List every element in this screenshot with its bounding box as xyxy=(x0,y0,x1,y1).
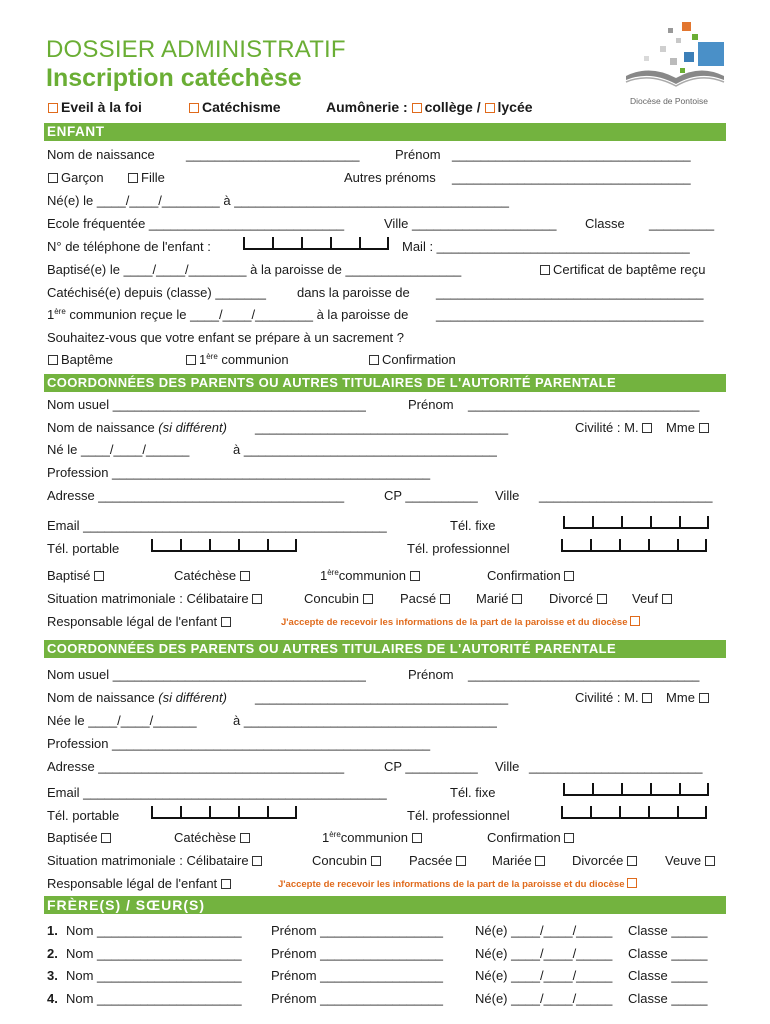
checkbox-icon[interactable] xyxy=(48,103,58,113)
field-naissance[interactable]: Né(e) le ____/____/________ à ______________________________________ xyxy=(47,193,509,208)
field-prenom[interactable]: ________________________________ xyxy=(468,397,700,412)
field-naissance[interactable]: Né(e) ____/____/_____ xyxy=(475,946,613,961)
field-tel-enfant[interactable] xyxy=(243,239,389,250)
option-aumonerie: Aumônerie : collège / lycée xyxy=(326,99,533,115)
checkbox-icon[interactable] xyxy=(240,571,250,581)
label-prenom: Prénom xyxy=(395,147,441,162)
field-cp[interactable]: CP __________ xyxy=(384,488,478,503)
option-bapteme[interactable]: Baptême xyxy=(48,352,113,367)
checkbox-icon[interactable] xyxy=(630,616,640,626)
civilite[interactable]: Civilité : M. Mme xyxy=(575,420,712,435)
field-profession[interactable]: Profession ____________________________________________ xyxy=(47,465,431,480)
label-ville: Ville xyxy=(495,488,520,503)
field-classe[interactable]: Classe _____ xyxy=(628,946,708,961)
checkbox-icon[interactable] xyxy=(252,594,262,604)
checkbox-icon[interactable] xyxy=(705,856,715,866)
field-prenom[interactable]: Prénom _________________ xyxy=(271,968,444,983)
label-tel-fixe: Tél. fixe xyxy=(450,518,496,533)
label-tel-enfant: N° de téléphone de l'enfant : xyxy=(47,239,211,254)
document-title: DOSSIER ADMINISTRATIF xyxy=(46,36,346,63)
checkbox-icon[interactable] xyxy=(627,878,637,888)
field-naissance[interactable]: Né(e) ____/____/_____ xyxy=(475,968,613,983)
label-nom-naissance: Nom de naissance xyxy=(47,147,155,162)
checkbox-icon[interactable] xyxy=(597,594,607,604)
option-confirmation[interactable]: Confirmation xyxy=(369,352,456,367)
option-veuf[interactable]: Veuf xyxy=(632,591,675,606)
field-nom[interactable]: Nom ____________________ xyxy=(66,923,242,938)
checkbox-icon[interactable] xyxy=(186,355,196,365)
checkbox-icon[interactable] xyxy=(512,594,522,604)
field-tel-fixe[interactable] xyxy=(563,518,709,529)
checkbox-icon[interactable] xyxy=(699,693,709,703)
label-autres-prenoms: Autres prénoms xyxy=(344,170,436,185)
field-classe[interactable]: Classe _____ xyxy=(628,968,708,983)
option-catechese[interactable]: Catéchèse xyxy=(174,568,253,583)
option-divorce[interactable]: Divorcée xyxy=(572,853,640,868)
field-nom-naissance[interactable]: ________________________ xyxy=(186,147,360,162)
diocese-logo xyxy=(620,18,730,114)
field-nom[interactable]: Nom ____________________ xyxy=(66,968,242,983)
section-enfant: ENFANT xyxy=(44,123,726,141)
field-tel-portable[interactable] xyxy=(151,808,297,819)
field-catechise[interactable]: Catéchisé(e) depuis (classe) _______ xyxy=(47,285,266,300)
field-adresse[interactable]: Adresse __________________________________ xyxy=(47,488,345,503)
option-catechisme[interactable]: Catéchisme xyxy=(189,99,281,115)
option-divorce[interactable]: Divorcé xyxy=(549,591,610,606)
field-ville[interactable]: Ville ____________________ xyxy=(384,216,557,231)
option-communion[interactable]: 1èrecommunion xyxy=(320,568,423,583)
field-paroisse[interactable]: _____________________________________ xyxy=(436,285,704,300)
checkbox-icon[interactable] xyxy=(94,571,104,581)
civilite[interactable]: Civilité : M. Mme xyxy=(575,690,712,705)
option-certificat[interactable]: Certificat de baptême reçu xyxy=(540,262,705,277)
option-confirmation[interactable]: Confirmation xyxy=(487,830,577,845)
field-tel-pro[interactable] xyxy=(561,808,707,819)
checkbox-icon[interactable] xyxy=(642,423,652,433)
option-responsable[interactable]: Responsable légal de l'enfant xyxy=(47,876,234,891)
option-baptise[interactable]: Baptisée xyxy=(47,830,114,845)
field-ville[interactable]: ________________________ xyxy=(529,759,703,774)
checkbox-icon[interactable] xyxy=(48,173,58,183)
field-lieu-naissance[interactable]: à ___________________________________ xyxy=(233,442,497,457)
checkbox-icon[interactable] xyxy=(540,265,550,275)
field-naissance[interactable]: Née le ____/____/______ xyxy=(47,713,197,728)
field-naissance[interactable]: Né(e) ____/____/_____ xyxy=(475,991,613,1006)
field-email[interactable]: Email __________________________________________ xyxy=(47,785,387,800)
checkbox-icon[interactable] xyxy=(485,103,495,113)
option-responsable[interactable]: Responsable légal de l'enfant xyxy=(47,614,234,629)
checkbox-icon[interactable] xyxy=(48,355,58,365)
field-classe[interactable]: Classe _____ xyxy=(628,991,708,1006)
checkbox-icon[interactable] xyxy=(128,173,138,183)
label-tel-pro: Tél. professionnel xyxy=(407,541,510,556)
section-parent-2: COORDONNÉES DES PARENTS OU AUTRES TITULAIRES DE L'AUTORITÉ PARENTALE xyxy=(44,640,726,658)
situation-matrimoniale: Situation matrimoniale : Célibataire xyxy=(47,853,265,868)
label-tel-pro: Tél. professionnel xyxy=(407,808,510,823)
field-tel-portable[interactable] xyxy=(151,541,297,552)
situation-matrimoniale: Situation matrimoniale : Célibataire xyxy=(47,591,265,606)
checkbox-icon[interactable] xyxy=(221,617,231,627)
option-veuf[interactable]: Veuve xyxy=(665,853,718,868)
field-prenom[interactable]: Prénom _________________ xyxy=(271,923,444,938)
field-tel-fixe[interactable] xyxy=(563,785,709,796)
label-prenom: Prénom xyxy=(408,397,454,412)
svg-text:Diocèse de Pontoise: Diocèse de Pontoise xyxy=(630,96,708,106)
field-paroisse-communion[interactable]: _____________________________________ xyxy=(436,307,704,322)
label-ville: Ville xyxy=(495,759,520,774)
label-tel-fixe: Tél. fixe xyxy=(450,785,496,800)
label-classe: Classe xyxy=(585,216,625,231)
option-premiere-communion[interactable]: 1ère communion xyxy=(186,352,289,367)
checkbox-icon[interactable] xyxy=(662,594,672,604)
checkbox-icon[interactable] xyxy=(410,571,420,581)
checkbox-icon[interactable] xyxy=(440,594,450,604)
field-ville[interactable]: ________________________ xyxy=(539,488,713,503)
field-nom[interactable]: Nom ____________________ xyxy=(66,946,242,961)
option-concubin[interactable]: Concubin xyxy=(312,853,384,868)
consent-text: J'accepte de recevoir les informations de la part de la paroisse et du diocèse xyxy=(281,616,643,628)
label-nom-naissance: Nom de naissance (si différent) xyxy=(47,690,227,705)
checkbox-icon[interactable] xyxy=(371,856,381,866)
label-tel-portable: Tél. portable xyxy=(47,808,120,823)
checkbox-icon[interactable] xyxy=(564,571,574,581)
section-parent-1: COORDONNÉES DES PARENTS OU AUTRES TITULAIRES DE L'AUTORITÉ PARENTALE xyxy=(44,374,726,392)
field-nom-usuel[interactable]: Nom usuel ___________________________________ xyxy=(47,397,366,412)
checkbox-icon[interactable] xyxy=(189,103,199,113)
checkbox-icon[interactable] xyxy=(412,833,422,843)
field-naissance[interactable]: Né le ____/____/______ xyxy=(47,442,190,457)
option-marie[interactable]: Mariée xyxy=(492,853,548,868)
option-catechese[interactable]: Catéchèse xyxy=(174,830,253,845)
section-freres-soeurs: FRÈRE(S) / SŒUR(S) xyxy=(44,896,726,914)
checkbox-icon[interactable] xyxy=(564,833,574,843)
option-pacse[interactable]: Pacsé xyxy=(400,591,453,606)
field-naissance[interactable]: Né(e) ____/____/_____ xyxy=(475,923,613,938)
field-prenom[interactable]: Prénom _________________ xyxy=(271,946,444,961)
question-sacrement: Souhaitez-vous que votre enfant se prépare à un sacrement ? xyxy=(47,330,404,345)
label-prenom: Prénom xyxy=(408,667,454,682)
field-nom[interactable]: Nom ____________________ xyxy=(66,991,242,1006)
option-fille[interactable]: Fille xyxy=(128,170,165,185)
field-classe[interactable]: _________ xyxy=(649,216,715,231)
checkbox-icon[interactable] xyxy=(412,103,422,113)
option-confirmation[interactable]: Confirmation xyxy=(487,568,577,583)
field-prenom[interactable]: ________________________________ xyxy=(468,667,700,682)
checkbox-icon[interactable] xyxy=(627,856,637,866)
checkbox-icon[interactable] xyxy=(642,693,652,703)
field-bapteme[interactable]: Baptisé(e) le ____/____/________ à la paroisse de ________________ xyxy=(47,262,462,277)
checkbox-icon[interactable] xyxy=(240,833,250,843)
checkbox-icon[interactable] xyxy=(221,879,231,889)
field-prenom[interactable]: Prénom _________________ xyxy=(271,991,444,1006)
field-communion[interactable]: 1ère communion reçue le ____/____/________ à la paroisse de xyxy=(47,307,409,322)
field-nom-usuel[interactable]: Nom usuel ___________________________________ xyxy=(47,667,366,682)
field-prenom[interactable]: _________________________________ xyxy=(452,147,691,162)
field-adresse[interactable]: Adresse __________________________________ xyxy=(47,759,345,774)
checkbox-icon[interactable] xyxy=(363,594,373,604)
checkbox-icon[interactable] xyxy=(535,856,545,866)
field-lieu-naissance[interactable]: à ___________________________________ xyxy=(233,713,497,728)
field-cp[interactable]: CP __________ xyxy=(384,759,478,774)
option-pacse[interactable]: Pacsée xyxy=(409,853,469,868)
field-profession[interactable]: Profession ____________________________________________ xyxy=(47,736,431,751)
checkbox-icon[interactable] xyxy=(456,856,466,866)
field-ecole[interactable]: Ecole fréquentée ___________________________ xyxy=(47,216,345,231)
checkbox-icon[interactable] xyxy=(369,355,379,365)
field-tel-pro[interactable] xyxy=(561,541,707,552)
label-tel-portable: Tél. portable xyxy=(47,541,120,556)
option-communion[interactable]: 1èrecommunion xyxy=(322,830,425,845)
label-nom-naissance: Nom de naissance (si différent) xyxy=(47,420,227,435)
option-garcon[interactable]: Garçon xyxy=(48,170,104,185)
field-email[interactable]: Email __________________________________________ xyxy=(47,518,387,533)
field-nom-naissance[interactable]: ___________________________________ xyxy=(255,420,509,435)
field-mail-enfant[interactable]: Mail : ___________________________________ xyxy=(402,239,690,254)
checkbox-icon[interactable] xyxy=(252,856,262,866)
option-concubin[interactable]: Concubin xyxy=(304,591,376,606)
field-autres-prenoms[interactable]: _________________________________ xyxy=(452,170,691,185)
field-classe[interactable]: Classe _____ xyxy=(628,923,708,938)
option-eveil[interactable]: Eveil à la foi xyxy=(48,99,142,115)
option-marie[interactable]: Marié xyxy=(476,591,525,606)
option-baptise[interactable]: Baptisé xyxy=(47,568,107,583)
consent-text: J'accepte de recevoir les informations de la part de la paroisse et du diocèse xyxy=(278,878,640,890)
checkbox-icon[interactable] xyxy=(101,833,111,843)
label-paroisse: dans la paroisse de xyxy=(297,285,410,300)
document-subtitle: Inscription catéchèse xyxy=(46,64,302,92)
field-nom-naissance[interactable]: ___________________________________ xyxy=(255,690,509,705)
checkbox-icon[interactable] xyxy=(699,423,709,433)
